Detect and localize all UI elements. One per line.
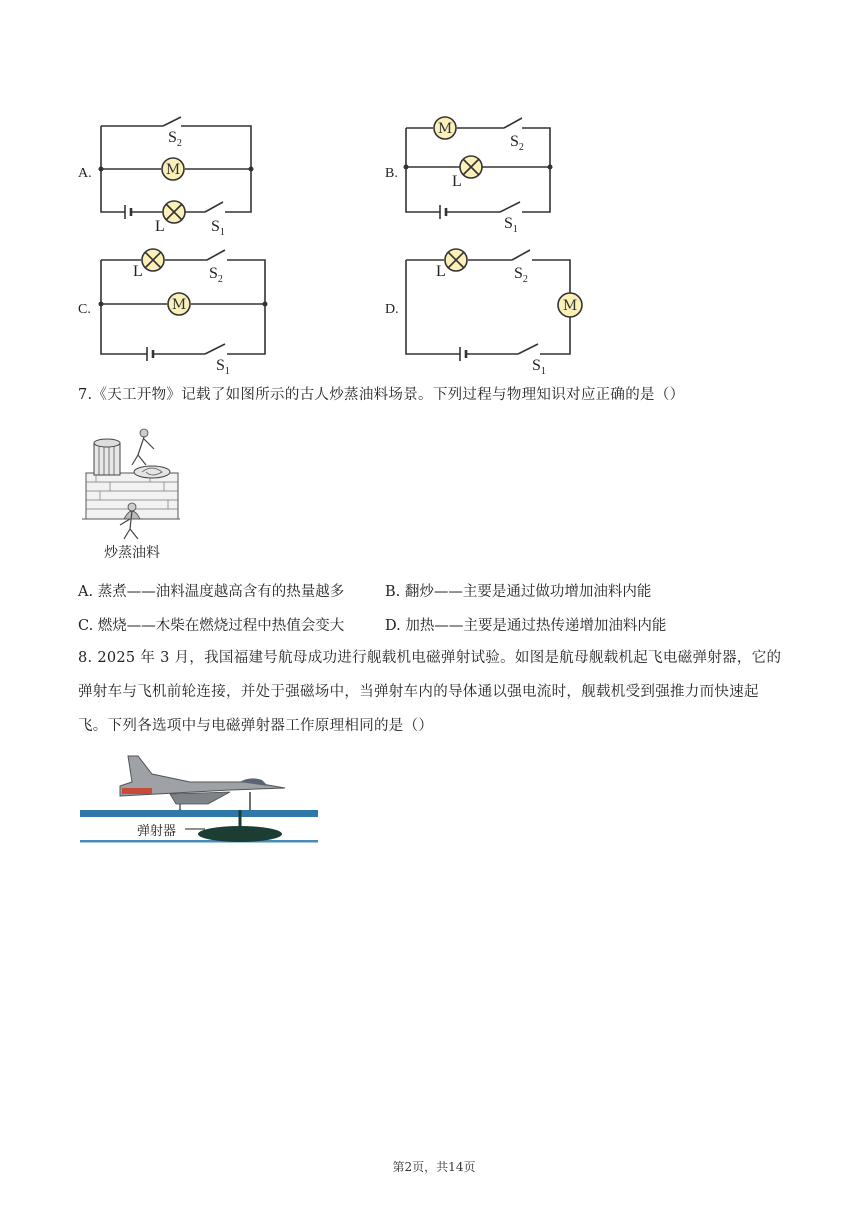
svg-text:S1: $S_1$: [504, 215, 518, 235]
circuit-d-label: D.: [385, 302, 399, 317]
q7-option-b[interactable]: B. 翻炒——主要是通过做功增加油料内能: [385, 584, 652, 600]
svg-text:L: L: [436, 263, 446, 280]
circuit-a-diagram: [95, 110, 265, 238]
lamp-icon: [163, 201, 185, 223]
circuit-c-label: C.: [78, 302, 91, 317]
q7-image-caption: 炒蒸油料: [104, 545, 160, 561]
svg-text:M: M: [437, 121, 453, 137]
q7-option-c[interactable]: C. 燃烧——木柴在燃烧过程中热值会变大: [78, 618, 345, 634]
q7-option-a[interactable]: A. 蒸煮——油料温度越高含有的热量越多: [78, 584, 345, 600]
q7-illustration: [80, 425, 185, 540]
circuit-c-diagram: [95, 242, 275, 377]
svg-text:S2: $S_2$: [168, 129, 182, 149]
q8-stem-line3: 飞。下列各选项中与电磁弹射器工作原理相同的是（）: [78, 718, 434, 734]
svg-text:S1: $S_1$: [211, 218, 225, 238]
svg-text:S2: $S_2$: [514, 265, 528, 285]
svg-text:M: M: [165, 162, 181, 178]
circuit-d-diagram: [400, 242, 585, 377]
svg-text:S2: $S_2$: [209, 265, 223, 285]
svg-text:M: M: [171, 297, 187, 313]
svg-text:L: L: [452, 173, 462, 190]
q7-stem: 7.《天工开物》记载了如图所示的古人炒蒸油料场景。下列过程与物理知识对应正确的是（）: [78, 387, 685, 403]
q8-catapult-illustration: [80, 752, 320, 848]
fighter-jet-icon: [120, 756, 285, 815]
svg-text:M: M: [562, 298, 578, 314]
motor-icon: [162, 158, 184, 180]
q8-stem-line2: 弹射车与飞机前轮连接，并处于强磁场中，当弹射车内的导体通以强电流时，舰载机受到强推力而快速起: [78, 684, 759, 700]
svg-text:L: L: [133, 263, 143, 280]
page-footer: 第2页，共14页: [392, 1160, 476, 1174]
circuit-a-label: A.: [78, 166, 92, 181]
q7-option-d[interactable]: D. 加热——主要是通过热传递增加油料内能: [385, 618, 667, 634]
motor-icon: [558, 293, 582, 317]
motor-icon: [168, 293, 190, 315]
svg-text:S1: $S_1$: [216, 357, 230, 377]
lamp-icon: [445, 249, 467, 271]
svg-text:S2: $S_2$: [510, 133, 524, 153]
motor-icon: [434, 117, 456, 139]
lamp-icon: [460, 156, 482, 178]
svg-text:L: L: [155, 218, 165, 235]
lamp-icon: [142, 249, 164, 271]
circuit-b-diagram: [400, 110, 570, 235]
svg-text:S1: $S_1$: [532, 357, 546, 377]
q8-image-label: 弹射器: [137, 824, 177, 839]
q8-stem-line1: 8. 2025 年 3 月，我国福建号航母成功进行舰载机电磁弹射试验。如图是航母舰载机起飞电磁弹射器，它的: [78, 650, 782, 666]
circuit-b-label: B.: [385, 166, 398, 181]
